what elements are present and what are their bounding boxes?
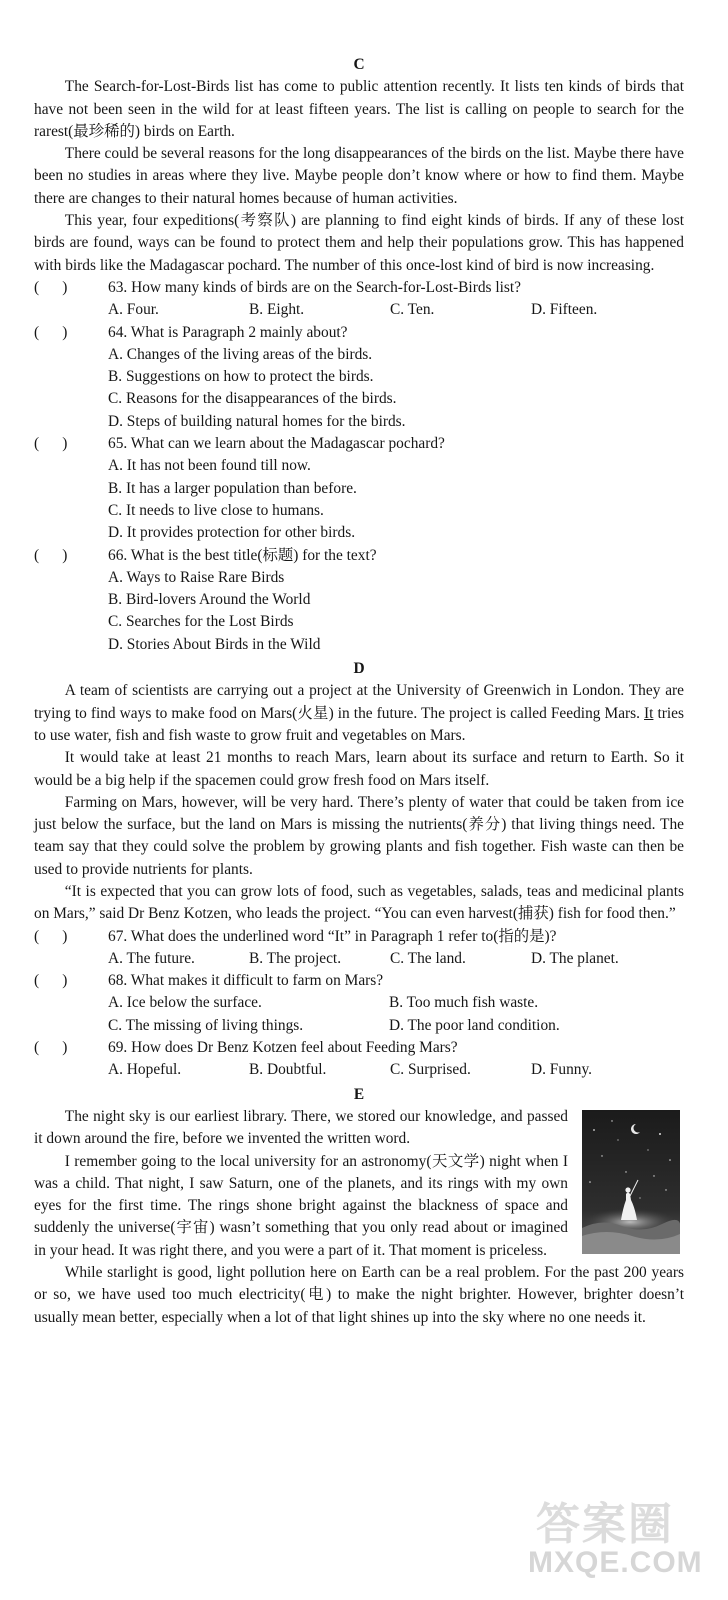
- section-e-paragraph-1: The night sky is our earliest library. There, we stored our knowledge, and passed it down around the fire, before we invented the written word.: [34, 1107, 568, 1148]
- option-d[interactable]: D. Steps of building natural homes for the birds.: [108, 412, 406, 430]
- question-64: [34, 322, 684, 344]
- answer-blank[interactable]: ( ): [34, 1039, 68, 1057]
- option-c[interactable]: C. Reasons for the disappearances of the birds.: [108, 390, 397, 408]
- option-a[interactable]: A. The future.: [108, 949, 195, 967]
- option-c[interactable]: C. The land.: [390, 949, 466, 967]
- option-d[interactable]: D. The planet.: [531, 949, 619, 967]
- section-c-paragraph-2: There could be several reasons for the long disappearances of the birds on the list. Maybe there have been no studies in areas where they live. Maybe people don’t know where or how to find them. Maybe there are changes to their natural homes because of human activities.: [34, 145, 684, 207]
- section-c-title: C: [353, 56, 365, 73]
- answer-blank[interactable]: ( ): [34, 435, 68, 453]
- option-c[interactable]: C. It needs to live close to humans.: [108, 501, 324, 519]
- option-b[interactable]: B. Too much fish waste.: [389, 994, 539, 1012]
- option-a[interactable]: A. It has not been found till now.: [108, 457, 311, 475]
- section-d-paragraph-2: It would take at least 21 months to reach Mars, learn about its surface and return to Earth. So it would be a big help if the spacemen could grow fresh food on Mars itself.: [34, 749, 684, 789]
- option-c[interactable]: C. Searches for the Lost Birds: [108, 613, 294, 631]
- question-stem: 67. What does the underlined word “It” in Paragraph 1 refer to(指的是)?: [108, 927, 557, 945]
- section-c-paragraph-3: This year, four expeditions(考察队) are planning to find eight kinds of birds. If any of these lost birds are found, ways can be found to protect them and help their populations grow. This has happened with birds like the Madagascar pochard. The number of this once-lost kind of bird is now increasing.: [34, 212, 684, 274]
- option-b[interactable]: B. Bird-lovers Around the World: [108, 591, 311, 609]
- option-d[interactable]: D. The poor land condition.: [389, 1016, 560, 1034]
- section-d-title: D: [353, 660, 365, 678]
- question-68-options: [108, 992, 684, 1037]
- question-stem: 66. What is the best title(标题) for the text?: [108, 546, 377, 564]
- option-a[interactable]: A. Four.: [108, 301, 159, 319]
- watermark-logo-text: 答案圈: [536, 1500, 674, 1549]
- option-a[interactable]: A. Hopeful.: [108, 1061, 182, 1079]
- section-d-paragraph-1: [34, 680, 684, 747]
- answer-blank[interactable]: ( ): [34, 546, 68, 564]
- option-d[interactable]: D. Fifteen.: [531, 301, 598, 319]
- option-b[interactable]: B. The project.: [249, 949, 342, 967]
- exam-page: [34, 52, 684, 1329]
- section-e-title: E: [353, 1085, 365, 1103]
- option-b[interactable]: B. Doubtful.: [249, 1061, 327, 1079]
- option-b[interactable]: B. Eight.: [249, 301, 305, 319]
- question-stem: 68. What makes it difficult to farm on Mars?: [108, 972, 384, 990]
- answer-blank[interactable]: ( ): [34, 278, 68, 296]
- question-69-options: [108, 1059, 684, 1081]
- option-b[interactable]: B. It has a larger population than before.: [108, 479, 357, 497]
- section-e-wrap: [34, 1106, 684, 1262]
- question-67: [34, 926, 684, 948]
- section-c-paragraph-1: The Search-for-Lost-Birds list has come to public attention recently. It lists ten kinds of birds that have not been seen in the wild for at least fifteen years. The list is calling on people to search for the rarest(最珍稀的) birds on Earth.: [34, 78, 684, 140]
- answer-blank[interactable]: ( ): [34, 323, 68, 341]
- option-a[interactable]: A. Ice below the surface.: [108, 994, 262, 1012]
- question-63: [34, 277, 684, 299]
- section-e-text-column: [34, 1106, 568, 1262]
- question-65-options: [108, 455, 684, 544]
- option-a[interactable]: A. Ways to Raise Rare Birds: [108, 568, 285, 586]
- option-b[interactable]: B. Suggestions on how to protect the birds.: [108, 368, 374, 386]
- paragraph-text: A team of scientists are carrying out a project at the University of Greenwich in London. They are trying to find ways to make food on Mars(火星) in the future. The project is called Feeding Mars.: [34, 682, 684, 722]
- question-66-options: [108, 567, 684, 656]
- question-66: [34, 545, 684, 567]
- section-d-paragraph-4: “It is expected that you can grow lots of food, such as vegetables, salads, teas and medicinal plants on Mars,” said Dr Benz Kotzen, who leads the project. “You can even harvest(捕获) fish for food then.”: [34, 882, 684, 923]
- option-c[interactable]: C. Surprised.: [390, 1061, 471, 1079]
- question-64-options: [108, 344, 684, 433]
- option-a[interactable]: A. Changes of the living areas of the birds.: [108, 345, 373, 363]
- section-e-paragraph-3: While starlight is good, light pollution here on Earth can be a real problem. For the past 200 years or so, we have used too much electricity(电) to make the night brighter. However, brighter doesn’t usually mean better, especially when a lot of that light shines up into the sky where no one needs it.: [34, 1264, 684, 1326]
- underlined-word: It: [644, 704, 654, 722]
- question-stem: 65. What can we learn about the Madagascar pochard?: [108, 435, 445, 453]
- question-63-options: [108, 299, 684, 321]
- option-c[interactable]: C. The missing of living things.: [108, 1016, 304, 1034]
- question-69: [34, 1037, 684, 1059]
- question-stem: 69. How does Dr Benz Kotzen feel about Feeding Mars?: [108, 1039, 458, 1057]
- section-e-paragraph-2: I remember going to the local university for an astronomy(天文学) night when I was a child. That night, I saw Saturn, one of the planets, and its rings with my own eyes for the first time. The rings shone bright against the blackness of space and suddenly the universe(宇宙) wasn’t something that you only read about or imagined in your head. It was right there, and you were a part of it. That moment is priceless.: [34, 1152, 568, 1259]
- question-65: [34, 433, 684, 455]
- answer-blank[interactable]: ( ): [34, 972, 68, 990]
- option-d[interactable]: D. Funny.: [531, 1061, 592, 1079]
- option-d[interactable]: D. It provides protection for other birds.: [108, 524, 356, 542]
- question-67-options: [108, 948, 684, 970]
- paragraph-text: tries to use water, fish and fish waste to grow fruit and vegetables on Mars.: [34, 704, 684, 744]
- watermark: [528, 1486, 724, 1594]
- question-68: [34, 970, 684, 992]
- watermark-url: MXQE.COM: [528, 1546, 703, 1579]
- question-stem: 63. How many kinds of birds are on the Search-for-Lost-Birds list?: [108, 278, 522, 296]
- option-c[interactable]: C. Ten.: [390, 301, 435, 319]
- question-stem: 64. What is Paragraph 2 mainly about?: [108, 323, 348, 341]
- answer-blank[interactable]: ( ): [34, 927, 68, 945]
- option-d[interactable]: D. Stories About Birds in the Wild: [108, 635, 321, 653]
- section-d-paragraph-3: Farming on Mars, however, will be very hard. There’s plenty of water that could be taken from ice just below the surface, but the land on Mars is missing the nutrients(养分) that living things need. The team say that they could solve the problem by growing plants and fish together. Fish waste can then be used to provide nutrients for plants.: [34, 793, 684, 878]
- night-sky-illustration: [582, 1110, 680, 1254]
